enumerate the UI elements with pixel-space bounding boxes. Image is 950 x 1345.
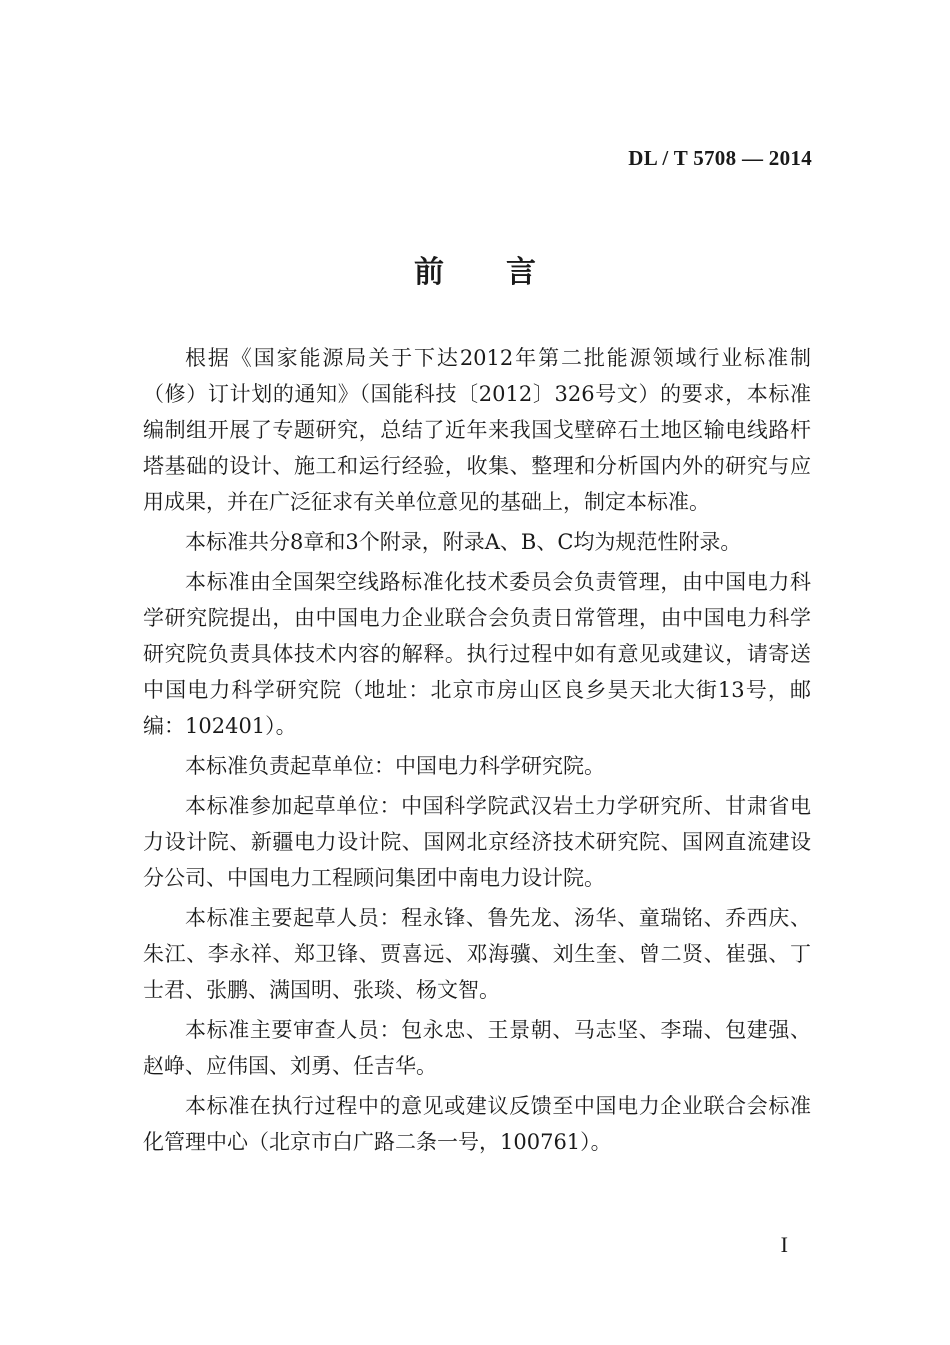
page-title: 前言 bbox=[414, 255, 598, 290]
standard-code: DL / T 5708 — 2014 bbox=[628, 146, 812, 170]
paragraph-reviewers: 本标准主要审查人员：包永忠、王景朝、马志坚、李瑞、包建强、赵峥、应伟国、刘勇、任吉华。 bbox=[143, 1018, 811, 1078]
paragraph-structure: 本标准共分8章和3个附录，附录A、B、C均为规范性附录。 bbox=[185, 530, 742, 554]
paragraph-main-drafters: 本标准主要起草人员：程永锋、鲁先龙、汤华、童瑞铭、乔西庆、朱江、李永祥、郑卫锋、贾喜远、邓海骥、刘生奎、曾二贤、崔强、丁士君、张鹏、满国明、张琰、杨文智。 bbox=[143, 906, 811, 1002]
preface-body bbox=[143, 340, 811, 1164]
paragraph-feedback: 本标准在执行过程中的意见或建议反馈至中国电力企业联合会标准化管理中心（北京市白广路二条一号，100761）。 bbox=[143, 1094, 811, 1154]
paragraph-participating-drafters: 本标准参加起草单位：中国科学院武汉岩土力学研究所、甘肃省电力设计院、新疆电力设计院、国网北京经济技术研究院、国网直流建设分公司、中国电力工程顾问集团中南电力设计院。 bbox=[143, 794, 811, 890]
page-number: I bbox=[780, 1232, 788, 1257]
paragraph-chief-drafter: 本标准负责起草单位：中国电力科学研究院。 bbox=[185, 754, 605, 778]
paragraph-management: 本标准由全国架空线路标准化技术委员会负责管理，由中国电力科学研究院提出，由中国电力企业联合会负责日常管理，由中国电力科学研究院负责具体技术内容的解释。执行过程中如有意见或建议，请寄送中国电力科学研究院（地址：北京市房山区良乡昊天北大街13号，邮编：102401）。 bbox=[143, 570, 811, 738]
paragraph-basis: 根据《国家能源局关于下达2012年第二批能源领域行业标准制（修）订计划的通知》（国能科技〔2012〕326号文）的要求，本标准编制组开展了专题研究，总结了近年来我国戈壁碎石土地区输电线路杆塔基础的设计、施工和运行经验，收集、整理和分析国内外的研究与应用成果，并在广泛征求有关单位意见的基础上，制定本标准。 bbox=[143, 346, 811, 514]
